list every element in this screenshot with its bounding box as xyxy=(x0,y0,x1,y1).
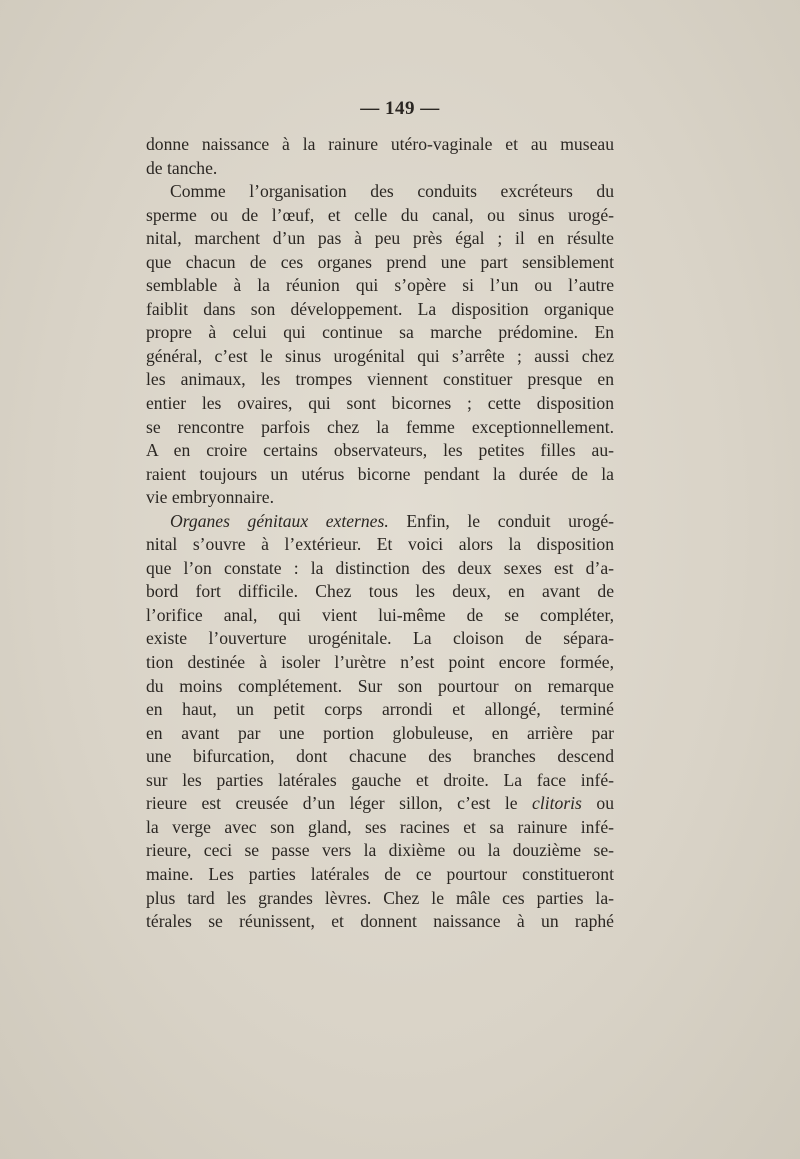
text-line xyxy=(146,863,614,887)
text-run: donne naissance à la rainure utéro-vaginale et au museau xyxy=(146,134,614,154)
text-run: semblable à la réunion qui s’opère si l’un ou l’autre xyxy=(146,275,614,296)
text-line xyxy=(146,557,614,581)
text-line xyxy=(146,580,614,604)
text-run: en avant par une portion globuleuse, en arrière par xyxy=(146,722,614,743)
text-run: une bifurcation, dont chacune des branches descend xyxy=(146,746,614,767)
text-line xyxy=(146,463,614,487)
page-number: — 149 — xyxy=(360,98,440,119)
text-line xyxy=(146,204,614,228)
text-run: entier les ovaires, qui sont bicornes ; cette disposition xyxy=(146,393,614,414)
text-run: propre à celui qui continue sa marche prédomine. En xyxy=(146,322,614,343)
italic-term: clitoris xyxy=(532,793,582,814)
text-run: raient toujours un utérus bicorne pendant la durée de la xyxy=(146,463,614,484)
text-line xyxy=(146,627,614,651)
text-run: que l’on constate : la distinction des deux sexes est d’a- xyxy=(146,557,614,578)
text-line xyxy=(146,439,614,463)
body-text xyxy=(146,133,614,934)
text-line xyxy=(146,133,614,157)
text-line xyxy=(146,745,614,769)
text-run: térales se réunissent, et donnent naissance à un raphé xyxy=(146,911,614,932)
text-line xyxy=(146,392,614,416)
text-run: nital, marchent d’un pas à peu près égal ; il en résulte xyxy=(146,228,614,249)
text-line xyxy=(146,416,614,440)
text-line xyxy=(146,675,614,699)
text-run: de tanche. xyxy=(146,157,218,178)
text-run: se rencontre parfois chez la femme exceptionnellement. xyxy=(146,416,614,437)
text-line xyxy=(146,910,614,934)
text-line xyxy=(146,368,614,392)
text-run: maine. Les parties latérales de ce pourtour constitueront xyxy=(146,863,614,884)
text-run: ou xyxy=(581,793,614,814)
text-line xyxy=(146,274,614,298)
text-line xyxy=(146,887,614,911)
text-run: nital s’ouvre à l’extérieur. Et voici alors la disposition xyxy=(146,534,614,555)
text-run: du moins complétement. Sur son pourtour on remarque xyxy=(146,675,614,696)
text-run: bord fort difficile. Chez tous les deux, en avant de xyxy=(146,581,614,602)
text-line xyxy=(146,510,614,534)
text-line xyxy=(146,157,614,181)
text-line xyxy=(146,345,614,369)
text-run: rieure, ceci se passe vers la dixième ou la douzième se- xyxy=(146,840,614,861)
text-run: A en croire certains observateurs, les petites filles au- xyxy=(146,440,614,461)
text-run: sur les parties latérales gauche et droite. La face infé- xyxy=(146,769,614,790)
text-line xyxy=(146,180,614,204)
text-line xyxy=(146,839,614,863)
text-line xyxy=(146,251,614,275)
text-line xyxy=(146,769,614,793)
text-run: la verge avec son gland, ses racines et sa rainure infé- xyxy=(146,816,614,837)
text-run: tion destinée à isoler l’urètre n’est point encore formée, xyxy=(146,652,614,673)
text-run: plus tard les grandes lèvres. Chez le mâle ces parties la- xyxy=(146,887,614,908)
text-line xyxy=(146,486,614,510)
italic-term: Organes génitaux externes. xyxy=(170,510,389,531)
text-run: général, c’est le sinus urogénital qui s’arrête ; aussi chez xyxy=(146,345,614,366)
text-line xyxy=(146,792,614,816)
text-line xyxy=(146,604,614,628)
text-run: vie embryonnaire. xyxy=(146,487,274,508)
text-run: faiblit dans son développement. La disposition organique xyxy=(146,298,614,319)
text-run: les animaux, les trompes viennent constituer presque en xyxy=(146,369,614,390)
text-run: existe l’ouverture urogénitale. La cloison de sépara- xyxy=(146,628,614,649)
text-run: que chacun de ces organes prend une part sensiblement xyxy=(146,251,614,272)
text-run: sperme ou de l’œuf, et celle du canal, ou sinus urogé- xyxy=(146,204,614,225)
text-line xyxy=(146,698,614,722)
text-line xyxy=(146,651,614,675)
text-line xyxy=(146,816,614,840)
text-line xyxy=(146,533,614,557)
text-line xyxy=(146,321,614,345)
text-run: Comme l’organisation des conduits excréteurs du xyxy=(170,181,614,202)
text-line xyxy=(146,722,614,746)
text-line xyxy=(146,227,614,251)
text-run: Enfin, le conduit urogé- xyxy=(388,510,614,531)
text-run: rieure est creusée d’un léger sillon, c’est le xyxy=(146,793,533,814)
text-run: l’orifice anal, qui vient lui-même de se compléter, xyxy=(146,604,614,625)
text-run: en haut, un petit corps arrondi et allongé, terminé xyxy=(146,699,614,720)
text-line xyxy=(146,298,614,322)
